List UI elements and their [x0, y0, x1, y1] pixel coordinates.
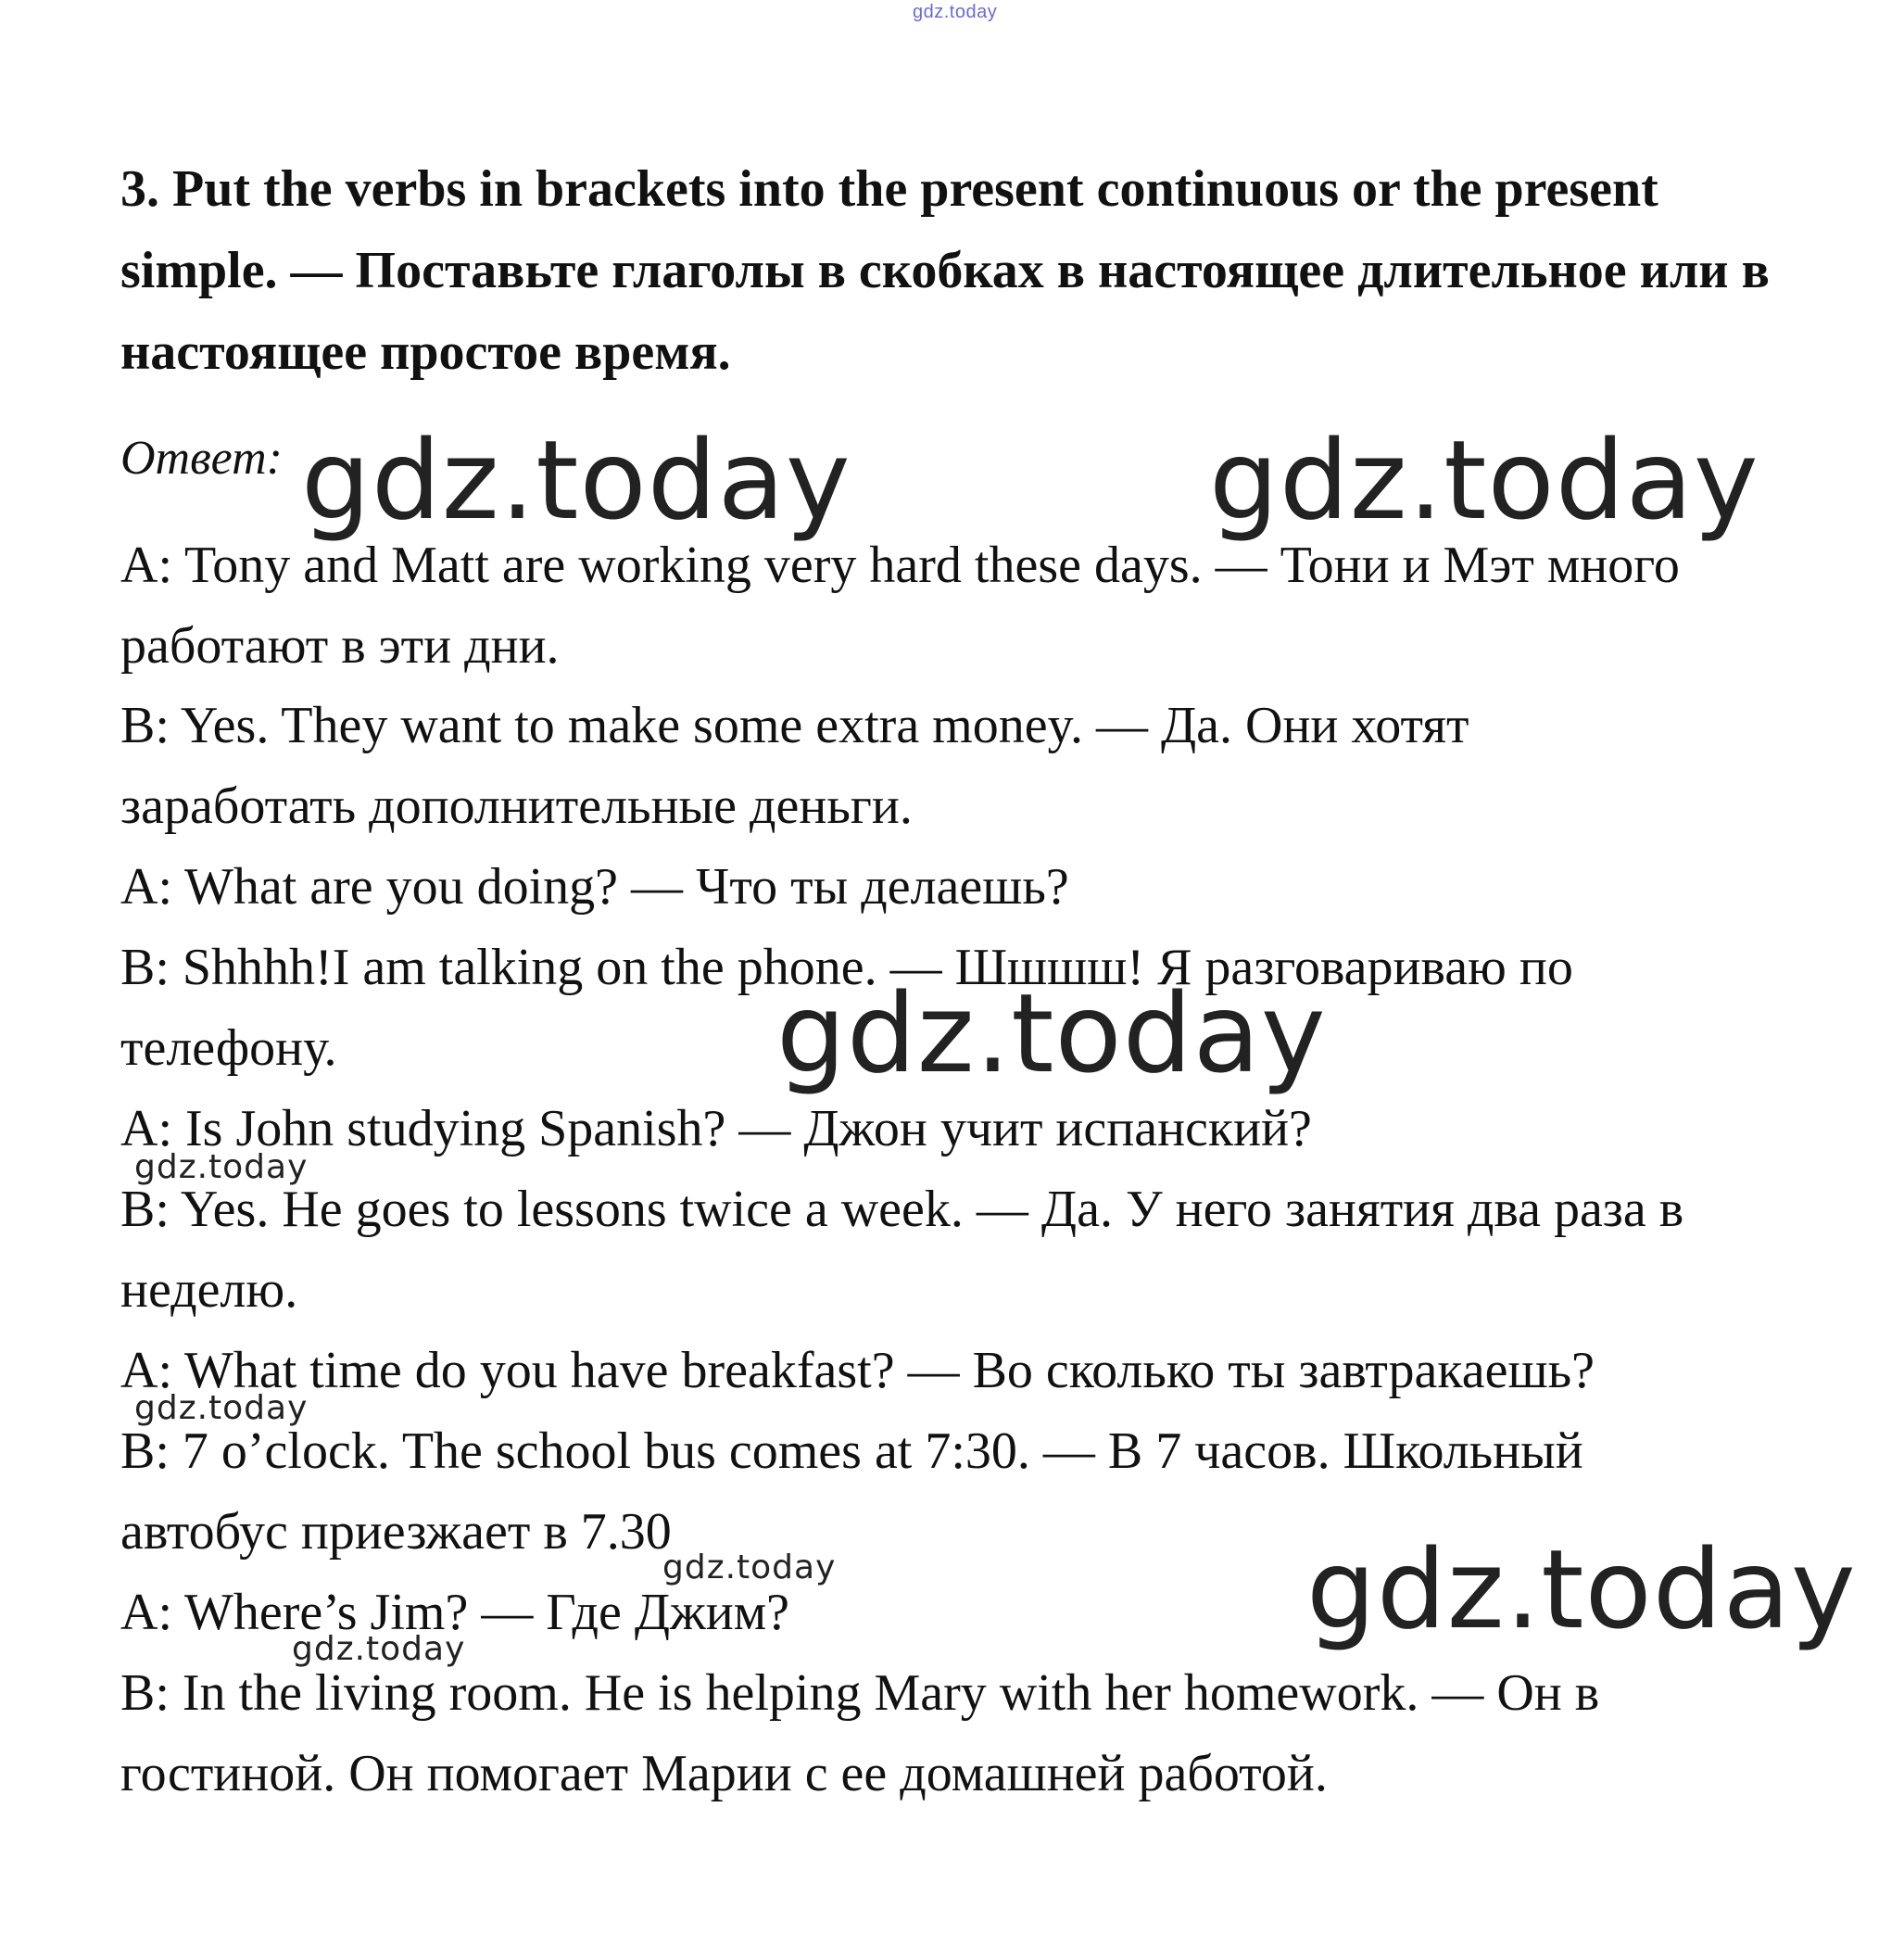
watermark: gdz.today: [662, 1548, 837, 1586]
answer-line: B: Shhhh!I am talking on the phone. — Шшшш! Я разговариваю по: [120, 939, 1573, 996]
watermark: gdz.today: [301, 416, 851, 544]
watermark: gdz.today: [134, 1148, 309, 1186]
answer-label: Ответ:: [120, 432, 283, 485]
watermark: gdz.today: [776, 969, 1327, 1097]
answer-line: A: Where’s Jim? — Где Джим?: [120, 1584, 789, 1641]
answer-line: телефону.: [120, 1019, 337, 1077]
answer-line: гостиной. Он помогает Марии с ее домашней работой.: [120, 1745, 1328, 1802]
answer-line: B: In the living room. He is helping Mary with her homework. — Он в: [120, 1664, 1600, 1722]
answer-line: A: Is John studying Spanish? — Джон учит испанский?: [120, 1100, 1312, 1157]
watermark: gdz.today: [1306, 1525, 1857, 1653]
answer-line: неделю.: [120, 1261, 298, 1319]
answer-line: A: Tony and Matt are working very hard these days. — Тони и Мэт много: [120, 537, 1680, 594]
watermark: gdz.today: [134, 1389, 309, 1427]
watermark: gdz.today: [292, 1630, 466, 1668]
answer-line: заработать дополнительные деньги.: [120, 777, 913, 835]
answer-line: B: Yes. They want to make some extra money. — Да. Они хотят: [120, 697, 1469, 754]
answer-line: работают в эти дни.: [120, 617, 560, 675]
watermark: gdz.today: [1209, 416, 1759, 544]
answer-line: B: Yes. He goes to lessons twice a week. — Да. У него занятия два раза в: [120, 1181, 1684, 1238]
answer-line: автобус приезжает в 7.30: [120, 1503, 672, 1561]
answer-line: A: What are you doing? — Что ты делаешь?: [120, 858, 1069, 916]
task-title: 3. Put the verbs in brackets into the present continuous or the present simple. — Поставьте глаголы в скобках в настоящее длительное или в настоящее простое время.: [120, 160, 1770, 381]
answer-line: A: What time do you have breakfast? — Во сколько ты завтракаешь?: [120, 1342, 1595, 1399]
header-watermark: gdz.today: [913, 2, 998, 22]
answer-line: B: 7 o’clock. The school bus comes at 7:30. — В 7 часов. Школьный: [120, 1422, 1583, 1480]
